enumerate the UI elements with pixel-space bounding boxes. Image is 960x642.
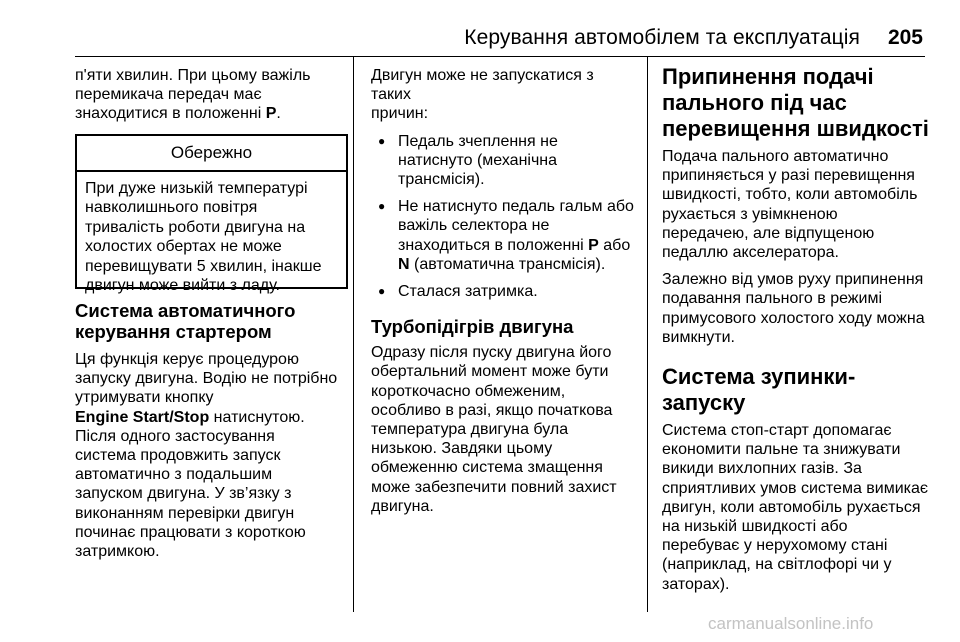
reasons-intro: Двигун може не запускатися з таких причин: (371, 67, 594, 123)
stop-start-paragraph: Система стоп-старт допомагає економити пальне та знижувати викиди вихлопних газів. За сприятливих умов система вимикає двигун, коли автомобіль рухається на низькій швидкості або перебуває у нерухомому стані (наприклад, на світлофорі чи у заторах). (662, 422, 929, 593)
section-heading-fuel-cutoff: Припинення подачі пального під час перевищення швидкості (662, 64, 929, 141)
column-1-lower (75, 300, 345, 561)
section-heading-turbo: Турбопідігрів двигуна (371, 316, 574, 338)
warning-title: Обережно (77, 136, 346, 172)
running-title: Керування автомобілем та експлуатація (464, 26, 860, 49)
column-divider-1 (353, 56, 354, 612)
warning-text: При дуже низькій температурі навколишнього повітря тривалість роботи двигуна на холостих обертах не може перевищувати 5 хвилин, інакше двигун може вийти з ладу. (85, 180, 322, 295)
reasons-list (371, 132, 638, 302)
page-header (0, 0, 960, 56)
starter-paragraph: Ця функція керує процедурою запуску двигуна. Водію не потрібно утримувати кнопку Engine Start/Stop натиснутою. Після одного застосування система продовжить запуск автоматично з подальшим запуском двигуна. У зв’язку з виконанням перевірки двигун починає працювати з короткою затримкою. (75, 351, 338, 561)
list-item: ● Не натиснуто педаль гальм або важіль селектора не знаходиться в положенні P або N (автоматична трансмісія). (371, 197, 638, 274)
column-2 (371, 56, 638, 516)
section-heading-starter: Система автоматичного керування стартером (75, 300, 296, 342)
fuel-cutoff-paragraph-2: Залежно від умов руху припинення подавання пального в режимі примусового холостого ходу можна вимкнути. (662, 271, 925, 346)
intro-paragraph: п'яти хвилин. При цьому важіль перемикача передач має знаходитися в положенні P. (75, 67, 311, 123)
watermark: carmanualsonline.info (708, 614, 874, 633)
warning-box (75, 134, 348, 295)
fuel-cutoff-paragraph: Подача пального автоматично припиняється у разі перевищення швидкості, тобто, коли автомобіль рухається з увімкненою передачею, але відпущеною педаллю акселератора. (662, 148, 918, 262)
column-3 (662, 56, 932, 594)
turbo-paragraph: Одразу після пуску двигуна його обертальний момент може бути короткочасно обмеженим, особливо в разі, якщо початкова температура двигуна була низькою. Завдяки цьому обмеженню система змащення може забезпечити повний захист двигуна. (371, 344, 617, 515)
engine-start-stop-label: Engine Start/Stop (75, 408, 210, 426)
page-number: 205 (887, 26, 923, 49)
column-divider-2 (647, 56, 648, 612)
section-heading-stop-start: Система зупинки-запуску (662, 364, 856, 416)
list-item: ● Педаль зчеплення не натиснуто (механічна трансмісія). (371, 132, 638, 190)
column-1 (75, 56, 345, 124)
list-item: ● Сталася затримка. (371, 282, 638, 301)
